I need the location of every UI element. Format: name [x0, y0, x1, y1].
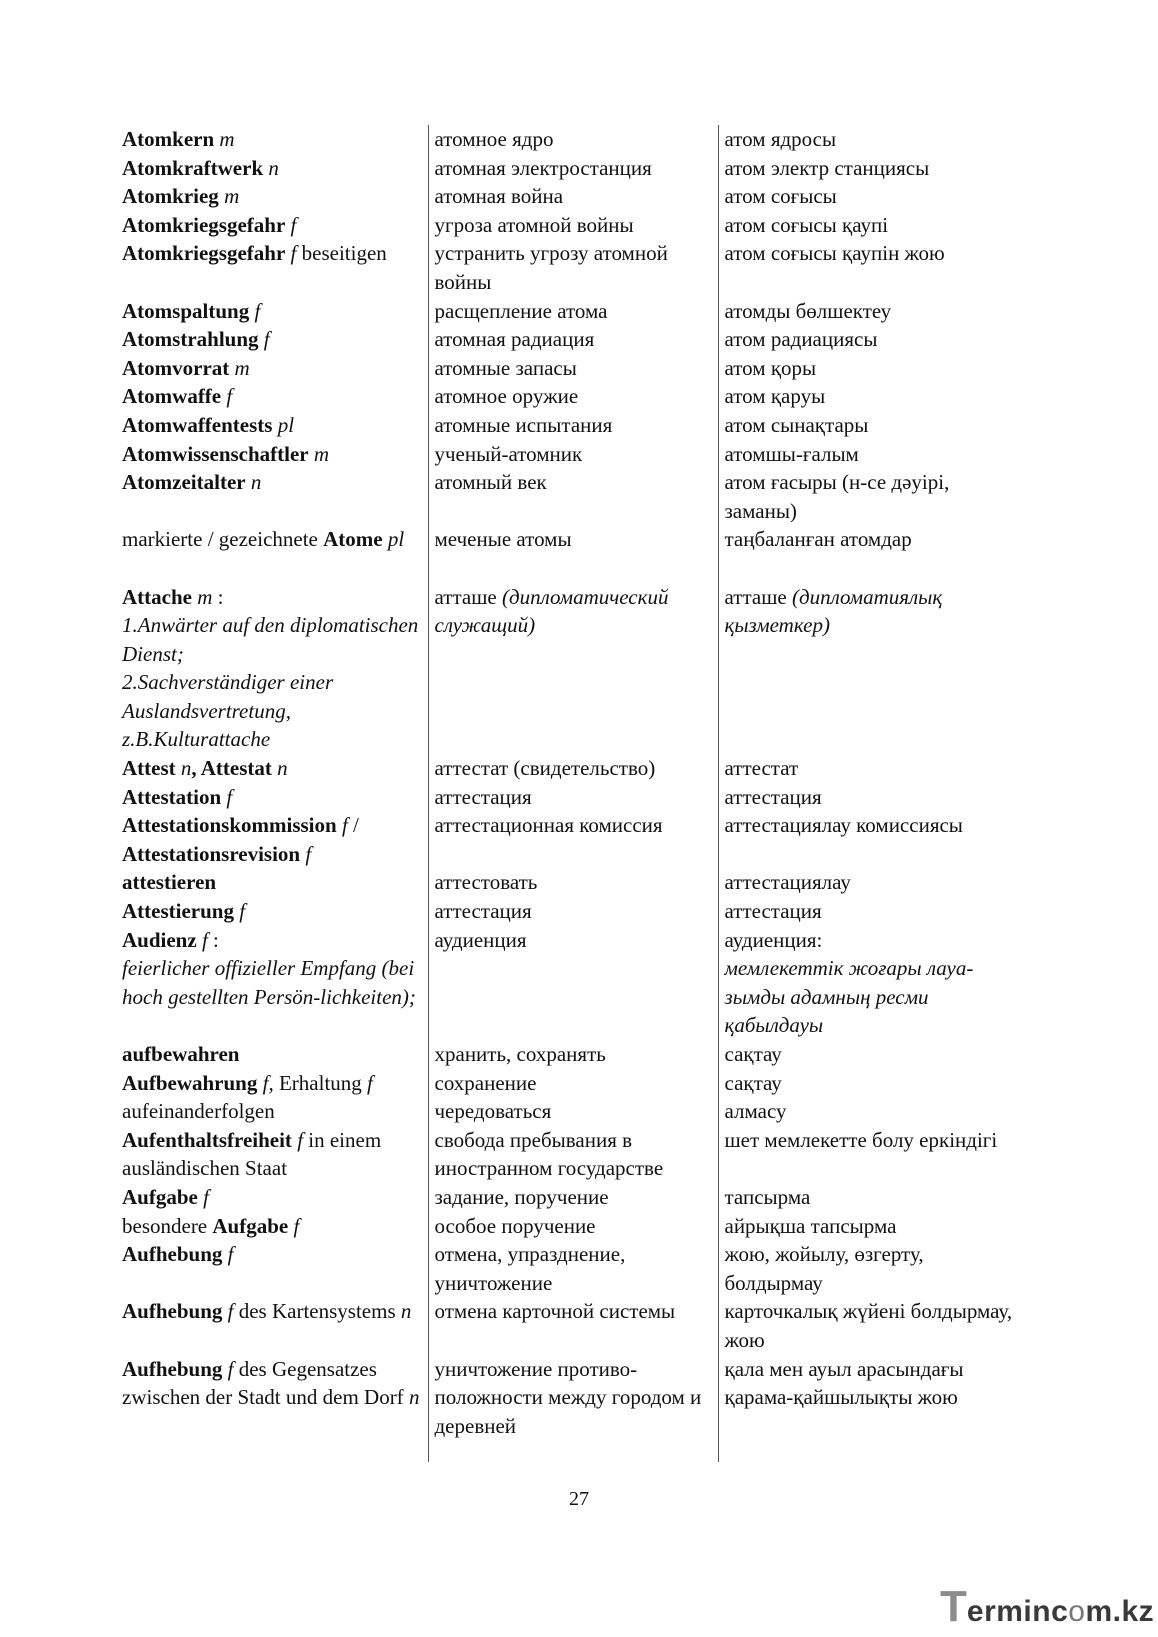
text: карточкалық жүйені болдырмау, жою — [724, 1299, 1013, 1352]
text: : — [207, 927, 219, 952]
term-german — [122, 411, 428, 440]
term-kazakh — [718, 154, 1022, 183]
grammar-note: f — [263, 327, 270, 352]
dictionary-entry — [122, 382, 1022, 411]
grammar-note: f — [367, 1070, 373, 1095]
term-kazakh — [718, 440, 1022, 469]
text: атомное ядро — [434, 127, 554, 151]
grammar-note: f — [290, 241, 297, 266]
text: айрықша тапсырма — [724, 1213, 897, 1238]
text: аттестациялау — [724, 870, 851, 895]
spacer-row — [122, 554, 1022, 583]
grammar-note: мемлекеттік жоғары лауа-зымды адамның ресми қабылдауы — [724, 956, 974, 1038]
term-german — [122, 926, 428, 1040]
headword: Aufhebung — [122, 1356, 223, 1381]
text: аттестация — [434, 899, 532, 924]
dictionary-entry — [122, 239, 1022, 296]
term-russian — [428, 1297, 718, 1354]
text: атомная война — [434, 184, 564, 209]
term-kazakh — [718, 1240, 1022, 1297]
dictionary-entry — [122, 1069, 1022, 1098]
headword: Attestationskommission — [122, 813, 337, 838]
term-german — [122, 1069, 428, 1098]
term-russian — [428, 1097, 718, 1126]
term-german — [122, 1297, 428, 1354]
grammar-note: m — [219, 127, 235, 151]
grammar-note: n — [268, 155, 279, 180]
grammar-note: n — [277, 756, 288, 781]
term-german — [122, 1040, 428, 1069]
text: сақтау — [724, 1042, 782, 1066]
text: аттестация — [724, 899, 822, 924]
text: қала мен ауыл арасындағы қарама-қайшылықты жою — [724, 1356, 964, 1410]
text: beseitigen — [296, 241, 387, 266]
grammar-note: f — [290, 212, 297, 237]
dictionary-entry — [122, 811, 1022, 868]
headword: Aufhebung — [122, 1242, 223, 1267]
grammar-note: n — [180, 756, 192, 781]
grammar-note: 2.Sachverständiger einer Auslandsvertretung, z.B.Kulturattache — [122, 670, 334, 752]
term-russian — [428, 897, 718, 926]
term-kazakh — [718, 1040, 1022, 1069]
term-german — [122, 239, 428, 296]
dictionary-entry — [122, 154, 1022, 183]
text: отмена карточной системы — [434, 1299, 676, 1324]
grammar-note: f — [201, 927, 208, 952]
headword: Audienz — [122, 927, 197, 952]
grammar-note: n — [400, 1299, 412, 1324]
term-german — [122, 897, 428, 926]
term-kazakh — [718, 554, 1022, 583]
grammar-note: (дипломатический служащий) — [434, 584, 669, 638]
headword: Atome — [323, 527, 383, 552]
term-german — [122, 125, 428, 154]
text: атомное оружие — [434, 384, 579, 409]
term-kazakh — [718, 1097, 1022, 1126]
watermark-letter-t: T — [940, 1582, 967, 1631]
text: атом ядросы — [724, 127, 837, 151]
text: шет мемлекетте болу еркіндігі — [724, 1127, 998, 1152]
term-russian — [428, 468, 718, 525]
term-german — [122, 1183, 428, 1212]
text: атом соғысы қаупі — [724, 212, 889, 237]
text: задание, поручение — [434, 1184, 609, 1209]
text: атом электр станциясы — [724, 155, 930, 180]
term-kazakh — [718, 297, 1022, 326]
term-kazakh — [718, 1355, 1022, 1463]
term-russian — [428, 1069, 718, 1098]
term-german — [122, 182, 428, 211]
headword: Atomwaffe — [122, 384, 222, 409]
text: аттестовать — [434, 870, 538, 895]
grammar-note: (дипломатиялық қызметкер) — [724, 584, 943, 638]
term-german — [122, 1240, 428, 1297]
text: атом ғасыры (н-се дәуірі, заманы) — [724, 470, 950, 523]
term-russian — [428, 440, 718, 469]
text: атомшы-ғалым — [724, 441, 859, 466]
dictionary-entry — [122, 583, 1022, 755]
text: меченые атомы — [434, 527, 572, 552]
text: аттестациялау комиссиясы — [724, 813, 963, 838]
text: des Kartensystems — [233, 1299, 401, 1324]
term-kazakh — [718, 411, 1022, 440]
headword: Aufgabe — [212, 1213, 289, 1238]
term-russian — [428, 154, 718, 183]
text: атом қаруы — [724, 384, 826, 409]
dictionary-table — [122, 125, 1022, 1462]
headword: Aufenthaltsfreiheit — [122, 1127, 292, 1152]
dictionary-entry — [122, 297, 1022, 326]
text: aufeinanderfolgen — [122, 1099, 275, 1124]
dictionary-entry — [122, 1297, 1022, 1354]
term-kazakh — [718, 868, 1022, 897]
text: des Gegensatzes zwischen der Stadt und dem Dorf — [122, 1356, 409, 1410]
term-russian — [428, 354, 718, 383]
text: чередоваться — [434, 1099, 552, 1124]
text: угроза атомной войны — [434, 212, 634, 237]
text: уничтожение противо-положности между городом и деревней — [434, 1356, 702, 1438]
term-kazakh — [718, 211, 1022, 240]
grammar-note: 1.Anwärter auf den diplomatischen Dienst; — [122, 613, 419, 666]
text: свобода пребывания в иностранном государстве — [434, 1127, 664, 1181]
grammar-note: f — [226, 784, 233, 809]
text: сақтау — [724, 1070, 782, 1095]
text: расщепление атома — [434, 298, 608, 323]
grammar-note: n — [250, 470, 262, 495]
term-russian — [428, 1126, 718, 1183]
grammar-note: m — [234, 355, 250, 380]
headword: Atomstrahlung — [122, 327, 259, 352]
grammar-note: f — [341, 813, 348, 838]
text: атомные запасы — [434, 355, 577, 380]
headword: Atomwissenschaftler — [122, 441, 309, 466]
dictionary-entry — [122, 468, 1022, 525]
headword: attestieren — [122, 870, 217, 895]
headword: aufbewahren — [122, 1042, 240, 1066]
term-russian — [428, 1212, 718, 1241]
text: аттестация — [434, 784, 532, 809]
term-russian — [428, 411, 718, 440]
term-german — [122, 554, 428, 583]
dictionary-entry — [122, 1097, 1022, 1126]
grammar-note: m — [197, 584, 213, 609]
headword: Atomvorrat — [122, 355, 230, 380]
term-russian — [428, 811, 718, 868]
term-russian — [428, 868, 718, 897]
dictionary-entry — [122, 926, 1022, 1040]
watermark-text-a: erminc — [966, 1595, 1069, 1628]
term-german — [122, 1126, 428, 1183]
text: аудиенция: — [724, 927, 823, 952]
headword: Atomkraftwerk — [122, 155, 264, 180]
term-russian — [428, 583, 718, 755]
headword: Aufhebung — [122, 1299, 223, 1324]
dictionary-entry — [122, 182, 1022, 211]
term-kazakh — [718, 583, 1022, 755]
dictionary-entry — [122, 354, 1022, 383]
term-russian — [428, 382, 718, 411]
term-kazakh — [718, 783, 1022, 812]
term-german — [122, 468, 428, 525]
term-russian — [428, 926, 718, 1040]
grammar-note: f — [227, 1242, 234, 1267]
grammar-note: feierlicher offizieller Empfang (bei hoch gestellten Persön-lichkeiten); — [122, 956, 416, 1009]
term-german — [122, 811, 428, 868]
text: жою, жойылу, өзгерту, болдырмау — [724, 1242, 924, 1295]
term-german — [122, 154, 428, 183]
term-russian — [428, 125, 718, 154]
headword: Atomkern — [122, 127, 215, 151]
text: Erhaltung — [273, 1070, 368, 1095]
headword: Attestierung — [122, 899, 234, 924]
dictionary-entry — [122, 1240, 1022, 1297]
headword: Atomspaltung — [122, 298, 250, 323]
grammar-note: f — [203, 1184, 209, 1209]
term-russian — [428, 783, 718, 812]
dictionary-entry — [122, 897, 1022, 926]
grammar-note: f — [293, 1213, 300, 1238]
watermark-text — [967, 1595, 1154, 1629]
term-german — [122, 1097, 428, 1126]
dictionary-entry — [122, 440, 1022, 469]
term-german — [122, 1355, 428, 1463]
grammar-note: f — [297, 1127, 304, 1152]
text: in einem ausländischen Staat — [122, 1127, 382, 1181]
term-german — [122, 440, 428, 469]
term-german — [122, 583, 428, 755]
headword: Atomzeitalter — [122, 470, 246, 495]
term-kazakh — [718, 811, 1022, 868]
text: устранить угрозу атомной войны — [434, 241, 668, 294]
headword: Atomkriegsgefahr — [122, 212, 286, 237]
term-kazakh — [718, 125, 1022, 154]
term-kazakh — [718, 354, 1022, 383]
headword: Attestat — [200, 756, 272, 781]
term-russian — [428, 239, 718, 296]
grammar-note: f — [239, 899, 246, 924]
term-russian — [428, 297, 718, 326]
dictionary-entry — [122, 868, 1022, 897]
term-kazakh — [718, 1297, 1022, 1354]
dictionary-entry — [122, 211, 1022, 240]
text: хранить, сохранять — [434, 1042, 606, 1066]
text: атомные испытания — [434, 412, 613, 437]
page-number: 27 — [569, 1488, 589, 1510]
term-kazakh — [718, 525, 1022, 554]
term-german — [122, 382, 428, 411]
term-german — [122, 297, 428, 326]
grammar-note: f — [227, 1299, 234, 1324]
term-russian — [428, 754, 718, 783]
dictionary-entry — [122, 1126, 1022, 1183]
grammar-note: f — [305, 841, 312, 866]
text: атомный век — [434, 470, 547, 495]
text: атом қоры — [724, 355, 817, 380]
text: : — [212, 584, 224, 609]
watermark-magnifier-o: o — [1068, 1595, 1086, 1628]
headword: Attestation — [122, 784, 222, 809]
headword: Aufgabe — [122, 1184, 198, 1209]
text: атом соғысы қаупін жою — [724, 241, 945, 266]
text: аттестационная комиссия — [434, 813, 663, 838]
site-watermark-logo — [940, 1582, 1155, 1631]
term-kazakh — [718, 182, 1022, 211]
text: атом сынақтары — [724, 412, 869, 437]
dictionary-entry — [122, 783, 1022, 812]
term-kazakh — [718, 239, 1022, 296]
grammar-note: pl — [387, 527, 405, 552]
term-russian — [428, 211, 718, 240]
term-kazakh — [718, 1126, 1022, 1183]
dictionary-entry — [122, 754, 1022, 783]
text: атомная электростанция — [434, 155, 652, 180]
dictionary-body — [122, 125, 1022, 1462]
text: аттестация — [724, 784, 822, 809]
term-russian — [428, 325, 718, 354]
grammar-note: f — [226, 384, 233, 409]
text: / — [347, 813, 359, 838]
text: алмасу — [724, 1099, 787, 1124]
text: атомная радиация — [434, 327, 595, 352]
term-kazakh — [718, 926, 1022, 1040]
grammar-note: n — [408, 1385, 420, 1410]
term-kazakh — [718, 382, 1022, 411]
headword: , — [191, 756, 201, 781]
term-kazakh — [718, 1212, 1022, 1241]
term-german — [122, 1212, 428, 1241]
term-kazakh — [718, 754, 1022, 783]
term-russian — [428, 1240, 718, 1297]
text: таңбаланған атомдар — [724, 527, 912, 552]
dictionary-entry — [122, 1355, 1022, 1463]
term-kazakh — [718, 468, 1022, 525]
term-german — [122, 525, 428, 554]
text: аттестат — [724, 756, 799, 781]
term-russian — [428, 1183, 718, 1212]
text: атташе — [724, 584, 792, 609]
headword: Attache — [122, 584, 192, 609]
dictionary-entry — [122, 325, 1022, 354]
grammar-note: m — [313, 441, 330, 466]
grammar-note: f, — [262, 1070, 274, 1095]
dictionary-entry — [122, 1183, 1022, 1212]
grammar-note: f — [227, 1356, 234, 1381]
text: besondere — [122, 1213, 213, 1238]
headword: Aufbewahrung — [122, 1070, 258, 1095]
text: атташе — [434, 584, 502, 609]
grammar-note: m — [224, 184, 240, 209]
dictionary-entry — [122, 125, 1022, 154]
term-german — [122, 868, 428, 897]
text: сохранение — [434, 1070, 537, 1095]
dictionary-entry — [122, 525, 1022, 554]
text: отмена, упразднение, уничтожение — [434, 1242, 626, 1295]
term-german — [122, 211, 428, 240]
term-german — [122, 325, 428, 354]
text: атомды бөлшектеу — [724, 298, 892, 323]
term-kazakh — [718, 897, 1022, 926]
headword: Atomwaffentests — [122, 412, 273, 437]
term-russian — [428, 1040, 718, 1069]
grammar-note: f — [254, 298, 261, 323]
term-german — [122, 354, 428, 383]
text: особое поручение — [434, 1213, 596, 1238]
text: атом радиациясы — [724, 327, 878, 352]
term-russian — [428, 182, 718, 211]
term-kazakh — [718, 325, 1022, 354]
grammar-note: pl — [277, 412, 295, 437]
text: аттестат (свидетельство) — [434, 756, 656, 781]
watermark-text-b: m.kz — [1085, 1595, 1155, 1628]
headword: Attestationsrevision — [122, 841, 301, 866]
term-russian — [428, 554, 718, 583]
term-german — [122, 754, 428, 783]
term-russian — [428, 525, 718, 554]
text: атом соғысы — [724, 184, 837, 209]
term-russian — [428, 1355, 718, 1463]
dictionary-entry — [122, 1212, 1022, 1241]
dictionary-entry — [122, 411, 1022, 440]
term-kazakh — [718, 1183, 1022, 1212]
term-german — [122, 783, 428, 812]
headword: Atomkriegsgefahr — [122, 241, 286, 266]
dictionary-entry — [122, 1040, 1022, 1069]
text: ученый-атомник — [434, 441, 583, 466]
text: markierte / gezeichnete — [122, 527, 324, 552]
text: тапсырма — [724, 1184, 811, 1209]
headword: Atomkrieg — [122, 184, 219, 209]
term-kazakh — [718, 1069, 1022, 1098]
text: аудиенция — [434, 927, 527, 952]
headword: Attest — [122, 756, 176, 781]
